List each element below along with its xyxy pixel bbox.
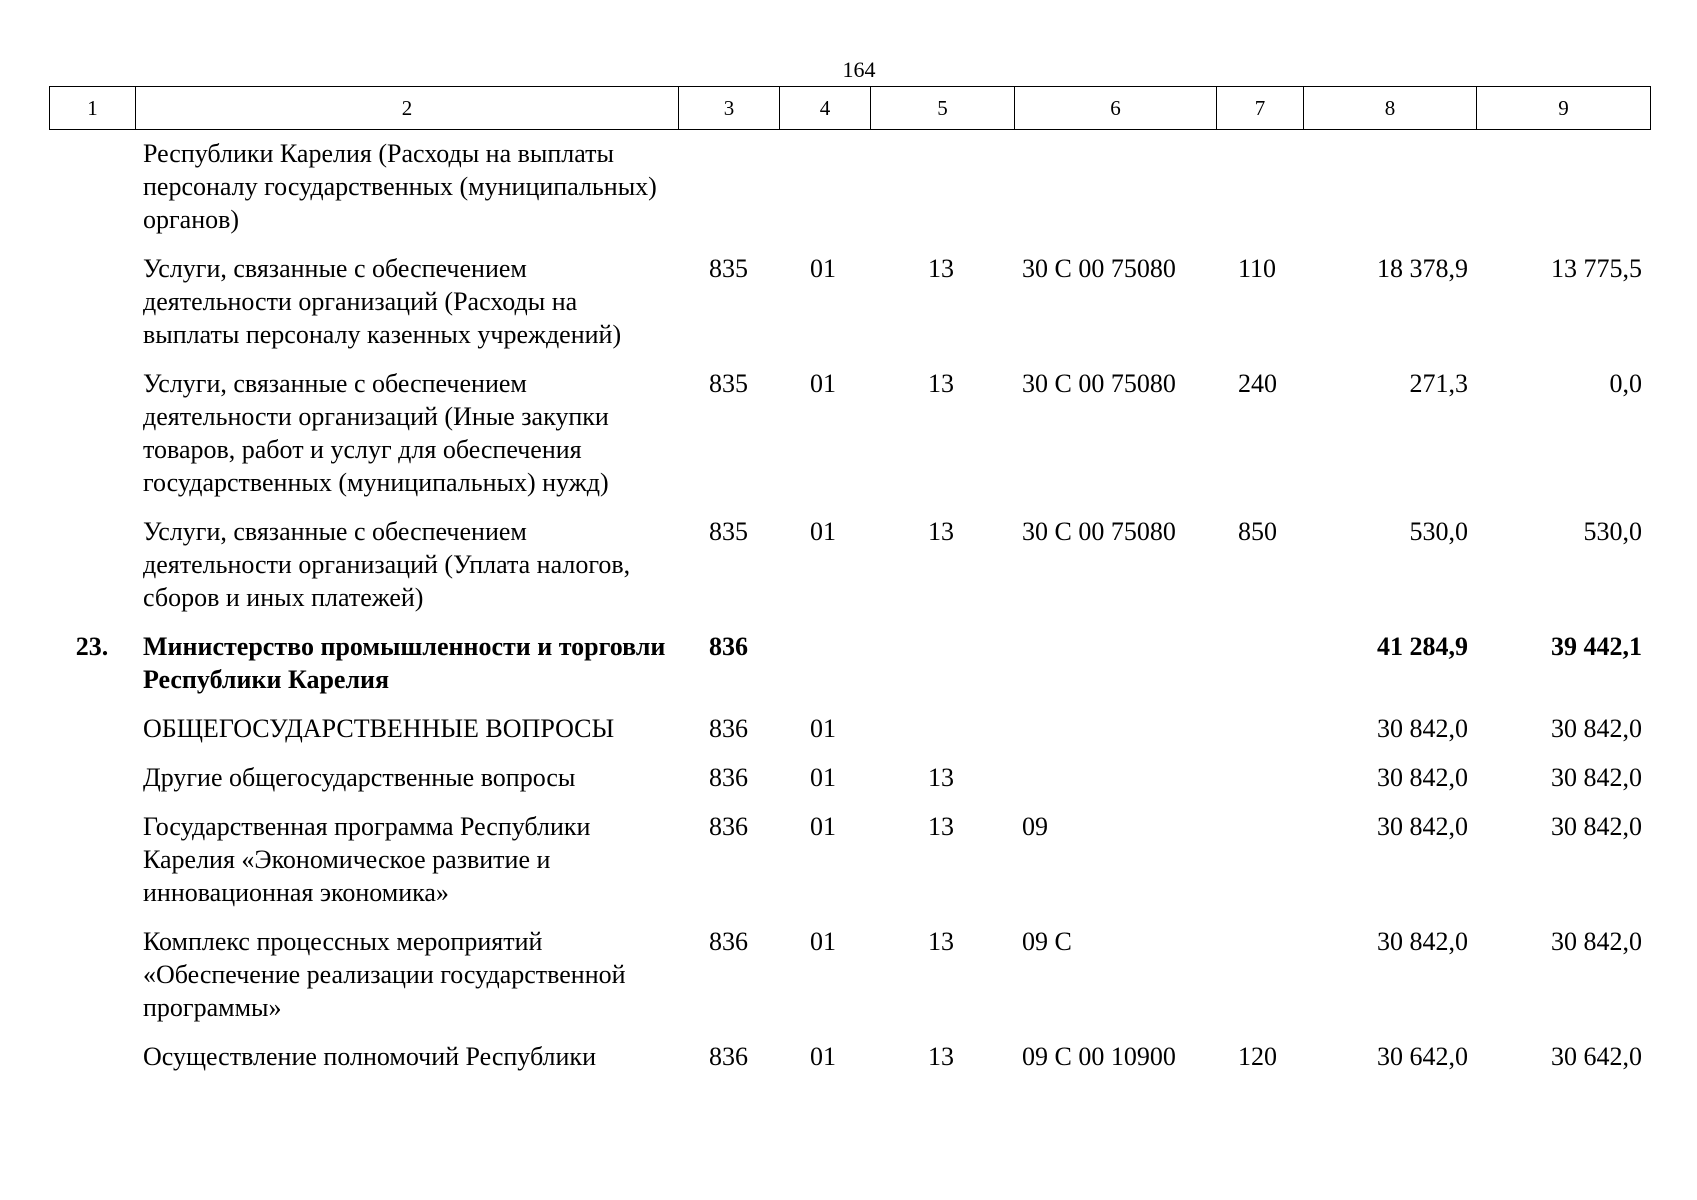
expense-type-code	[1216, 810, 1303, 925]
row-index	[49, 810, 135, 925]
table-row	[49, 925, 1650, 1040]
amount-year-1: 30 842,0	[1377, 763, 1468, 792]
ministry-code: 836	[709, 632, 748, 661]
amount-year-2: 0,0	[1609, 369, 1642, 398]
amount-year-2: 30 642,0	[1551, 1042, 1642, 1071]
column-number: 4	[780, 87, 871, 130]
row-description: Услуги, связанные с обеспечением деятельности организаций (Иные закупки товаров, работ и услуг для обеспечения государственных (муниципальных) нужд)	[143, 369, 609, 497]
subsection-code	[870, 712, 1014, 761]
amount-year-2: 39 442,1	[1551, 632, 1642, 661]
row-description: Комплекс процессных мероприятий «Обеспечение реализации государственной программы»	[143, 927, 626, 1022]
ministry-code: 836	[709, 763, 748, 792]
amount-year-2: 30 842,0	[1551, 763, 1642, 792]
expense-type-code	[1216, 712, 1303, 761]
page-number: 164	[842, 57, 876, 82]
expense-type-code	[1216, 925, 1303, 1040]
section-code: 01	[810, 714, 836, 743]
amount-year-2: 30 842,0	[1551, 714, 1642, 743]
ministry-code: 836	[709, 812, 748, 841]
column-number-header	[49, 86, 1651, 130]
column-number: 5	[871, 87, 1015, 130]
ministry-code: 836	[709, 927, 748, 956]
section-code: 01	[810, 927, 836, 956]
row-description: Государственная программа Республики Карелия «Экономическое развитие и инновационная экономика»	[143, 812, 591, 907]
row-index	[49, 367, 135, 515]
subsection-code: 13	[928, 517, 954, 546]
target-article-code: 09	[1022, 812, 1048, 841]
table-row	[49, 761, 1650, 810]
column-number: 3	[679, 87, 780, 130]
target-article-code: 09 С	[1022, 927, 1072, 956]
section-code: 01	[810, 369, 836, 398]
row-index	[49, 252, 135, 367]
column-number: 2	[136, 87, 679, 130]
column-number: 7	[1217, 87, 1304, 130]
ministry-code: 835	[709, 517, 748, 546]
amount-year-1: 18 378,9	[1377, 254, 1468, 283]
subsection-code: 13	[928, 763, 954, 792]
amount-year-1	[1303, 137, 1476, 252]
expense-type-code	[1216, 761, 1303, 810]
target-article-code	[1014, 137, 1216, 252]
subsection-code: 13	[928, 812, 954, 841]
table-row	[49, 252, 1650, 367]
expense-type-code	[1216, 137, 1303, 252]
column-number: 8	[1304, 87, 1477, 130]
ministry-code: 835	[709, 254, 748, 283]
amount-year-2: 30 842,0	[1551, 927, 1642, 956]
subsection-code: 13	[928, 1042, 954, 1071]
row-description: Осуществление полномочий Республики	[143, 1042, 596, 1071]
budget-table	[49, 137, 1650, 1089]
section-code: 01	[810, 1042, 836, 1071]
row-index	[49, 137, 135, 252]
ministry-code: 836	[709, 714, 748, 743]
table-row	[49, 367, 1650, 515]
expense-type-code: 850	[1238, 517, 1277, 546]
expense-type-code: 240	[1238, 369, 1277, 398]
row-index	[49, 761, 135, 810]
amount-year-1: 41 284,9	[1377, 632, 1468, 661]
amount-year-1: 30 642,0	[1377, 1042, 1468, 1071]
section-code: 01	[810, 517, 836, 546]
row-description: Министерство промышленности и торговли Республики Карелия	[143, 632, 666, 694]
subsection-code: 13	[928, 254, 954, 283]
amount-year-2: 13 775,5	[1551, 254, 1642, 283]
expense-type-code: 110	[1238, 254, 1277, 283]
target-article-code	[1014, 761, 1216, 810]
expense-type-code: 120	[1238, 1042, 1277, 1071]
target-article-code: 30 С 00 75080	[1022, 369, 1176, 398]
row-index	[49, 515, 135, 630]
amount-year-2	[1476, 137, 1650, 252]
ministry-code	[678, 137, 779, 252]
ministry-code: 836	[709, 1042, 748, 1071]
row-index	[49, 1040, 135, 1089]
target-article-code	[1014, 712, 1216, 761]
subsection-code	[870, 630, 1014, 712]
row-description: ОБЩЕГОСУДАРСТВЕННЫЕ ВОПРОСЫ	[143, 714, 615, 743]
row-index	[49, 925, 135, 1040]
target-article-code	[1014, 630, 1216, 712]
row-description: Услуги, связанные с обеспечением деятельности организаций (Уплата налогов, сборов и иных платежей)	[143, 517, 631, 612]
target-article-code: 30 С 00 75080	[1022, 517, 1176, 546]
column-number: 1	[50, 87, 136, 130]
target-article-code: 30 С 00 75080	[1022, 254, 1176, 283]
amount-year-1: 30 842,0	[1377, 714, 1468, 743]
amount-year-1: 30 842,0	[1377, 812, 1468, 841]
table-row	[49, 515, 1650, 630]
expense-type-code	[1216, 630, 1303, 712]
subsection-code	[870, 137, 1014, 252]
row-index	[49, 712, 135, 761]
table-row	[49, 1040, 1650, 1089]
table-row	[49, 712, 1650, 761]
table-row	[49, 630, 1650, 712]
row-description: Республики Карелия (Расходы на выплаты персоналу государственных (муниципальных) органов)	[143, 139, 657, 234]
table-row	[49, 810, 1650, 925]
amount-year-2: 30 842,0	[1551, 812, 1642, 841]
amount-year-1: 530,0	[1409, 517, 1468, 546]
row-description: Другие общегосударственные вопросы	[143, 763, 576, 792]
subsection-code: 13	[928, 927, 954, 956]
column-number: 6	[1015, 87, 1217, 130]
header-row	[50, 87, 1651, 130]
section-code	[779, 630, 870, 712]
row-description: Услуги, связанные с обеспечением деятельности организаций (Расходы на выплаты персоналу казенных учреждений)	[143, 254, 622, 349]
column-number: 9	[1477, 87, 1651, 130]
section-code	[779, 137, 870, 252]
table-row	[49, 137, 1650, 252]
ministry-code: 835	[709, 369, 748, 398]
section-code: 01	[810, 254, 836, 283]
subsection-code: 13	[928, 369, 954, 398]
section-code: 01	[810, 763, 836, 792]
section-code: 01	[810, 812, 836, 841]
amount-year-2: 530,0	[1583, 517, 1642, 546]
amount-year-1: 271,3	[1409, 369, 1468, 398]
row-index: 23.	[75, 632, 109, 661]
amount-year-1: 30 842,0	[1377, 927, 1468, 956]
target-article-code: 09 С 00 10900	[1022, 1042, 1176, 1071]
